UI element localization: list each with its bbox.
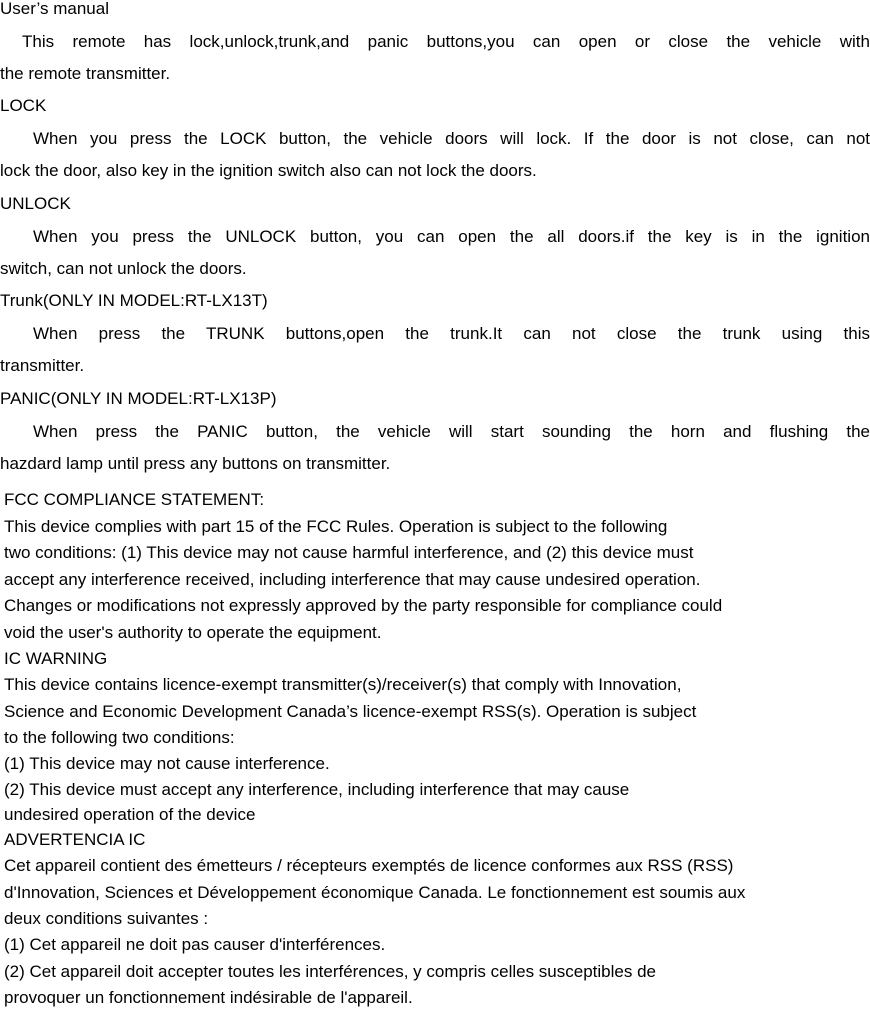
compliance-line: deux conditions suivantes :	[4, 909, 209, 928]
compliance-line: FCC COMPLIANCE STATEMENT:	[4, 490, 265, 509]
trunk-heading: Trunk(ONLY IN MODEL:RT-LX13T)	[0, 291, 268, 310]
trunk-line-1: When press the TRUNK buttons,open the trunk.It can not close the trunk using this	[33, 325, 870, 343]
compliance-line: IC WARNING	[4, 649, 108, 668]
compliance-line: Cet appareil contient des émetteurs / récepteurs exemptés de licence conformes aux RSS (RSS)	[4, 856, 734, 875]
compliance-line: to the following two conditions:	[4, 728, 235, 747]
compliance-line: d'Innovation, Sciences et Développement économique Canada. Le fonctionnement est soumis aux	[4, 883, 746, 902]
trunk-line-2: transmitter.	[0, 356, 85, 375]
compliance-line: two conditions: (1) This device may not cause harmful interference, and (2) this device must	[4, 543, 694, 562]
lock-heading: LOCK	[0, 96, 47, 115]
compliance-line: This device contains licence-exempt transmitter(s)/receiver(s) that comply with Innovation,	[4, 675, 682, 694]
panic-line-1: When press the PANIC button, the vehicle will start sounding the horn and flushing the	[33, 423, 870, 441]
panic-line-2: hazdard lamp until press any buttons on transmitter.	[0, 454, 391, 473]
compliance-line: (2) Cet appareil doit accepter toutes les interférences, y compris celles susceptibles de	[4, 962, 656, 981]
compliance-line: void the user's authority to operate the equipment.	[4, 623, 382, 642]
manual-title: User’s manual	[0, 0, 109, 18]
unlock-line-2: switch, can not unlock the doors.	[0, 259, 247, 278]
compliance-line: accept any interference received, including interference that may cause undesired operation.	[4, 570, 701, 589]
compliance-line: undesired operation of the device	[4, 805, 256, 824]
compliance-line: Changes or modifications not expressly approved by the party responsible for compliance could	[4, 596, 723, 615]
unlock-heading: UNLOCK	[0, 194, 71, 213]
compliance-line: (1) Cet appareil ne doit pas causer d'interférences.	[4, 935, 386, 954]
lock-line-1: When you press the LOCK button, the vehicle doors will lock. If the door is not close, can not	[33, 130, 870, 148]
compliance-line: (1) This device may not cause interference.	[4, 754, 330, 773]
panic-heading: PANIC(ONLY IN MODEL:RT-LX13P)	[0, 389, 277, 408]
intro-line-1: This remote has lock,unlock,trunk,and panic buttons,you can open or close the vehicle with	[22, 33, 870, 51]
compliance-line: This device complies with part 15 of the FCC Rules. Operation is subject to the following	[4, 517, 668, 536]
compliance-line: provoquer un fonctionnement indésirable de l'appareil.	[4, 988, 413, 1007]
unlock-line-1: When you press the UNLOCK button, you can open the all doors.if the key is in the ignition	[33, 228, 870, 246]
compliance-line: Science and Economic Development Canada’s licence-exempt RSS(s). Operation is subject	[4, 702, 697, 721]
compliance-line: (2) This device must accept any interference, including interference that may cause	[4, 780, 630, 799]
intro-line-2: the remote transmitter.	[0, 64, 171, 83]
lock-line-2: lock the door, also key in the ignition switch also can not lock the doors.	[0, 161, 537, 180]
compliance-line: ADVERTENCIA IC	[4, 830, 146, 849]
